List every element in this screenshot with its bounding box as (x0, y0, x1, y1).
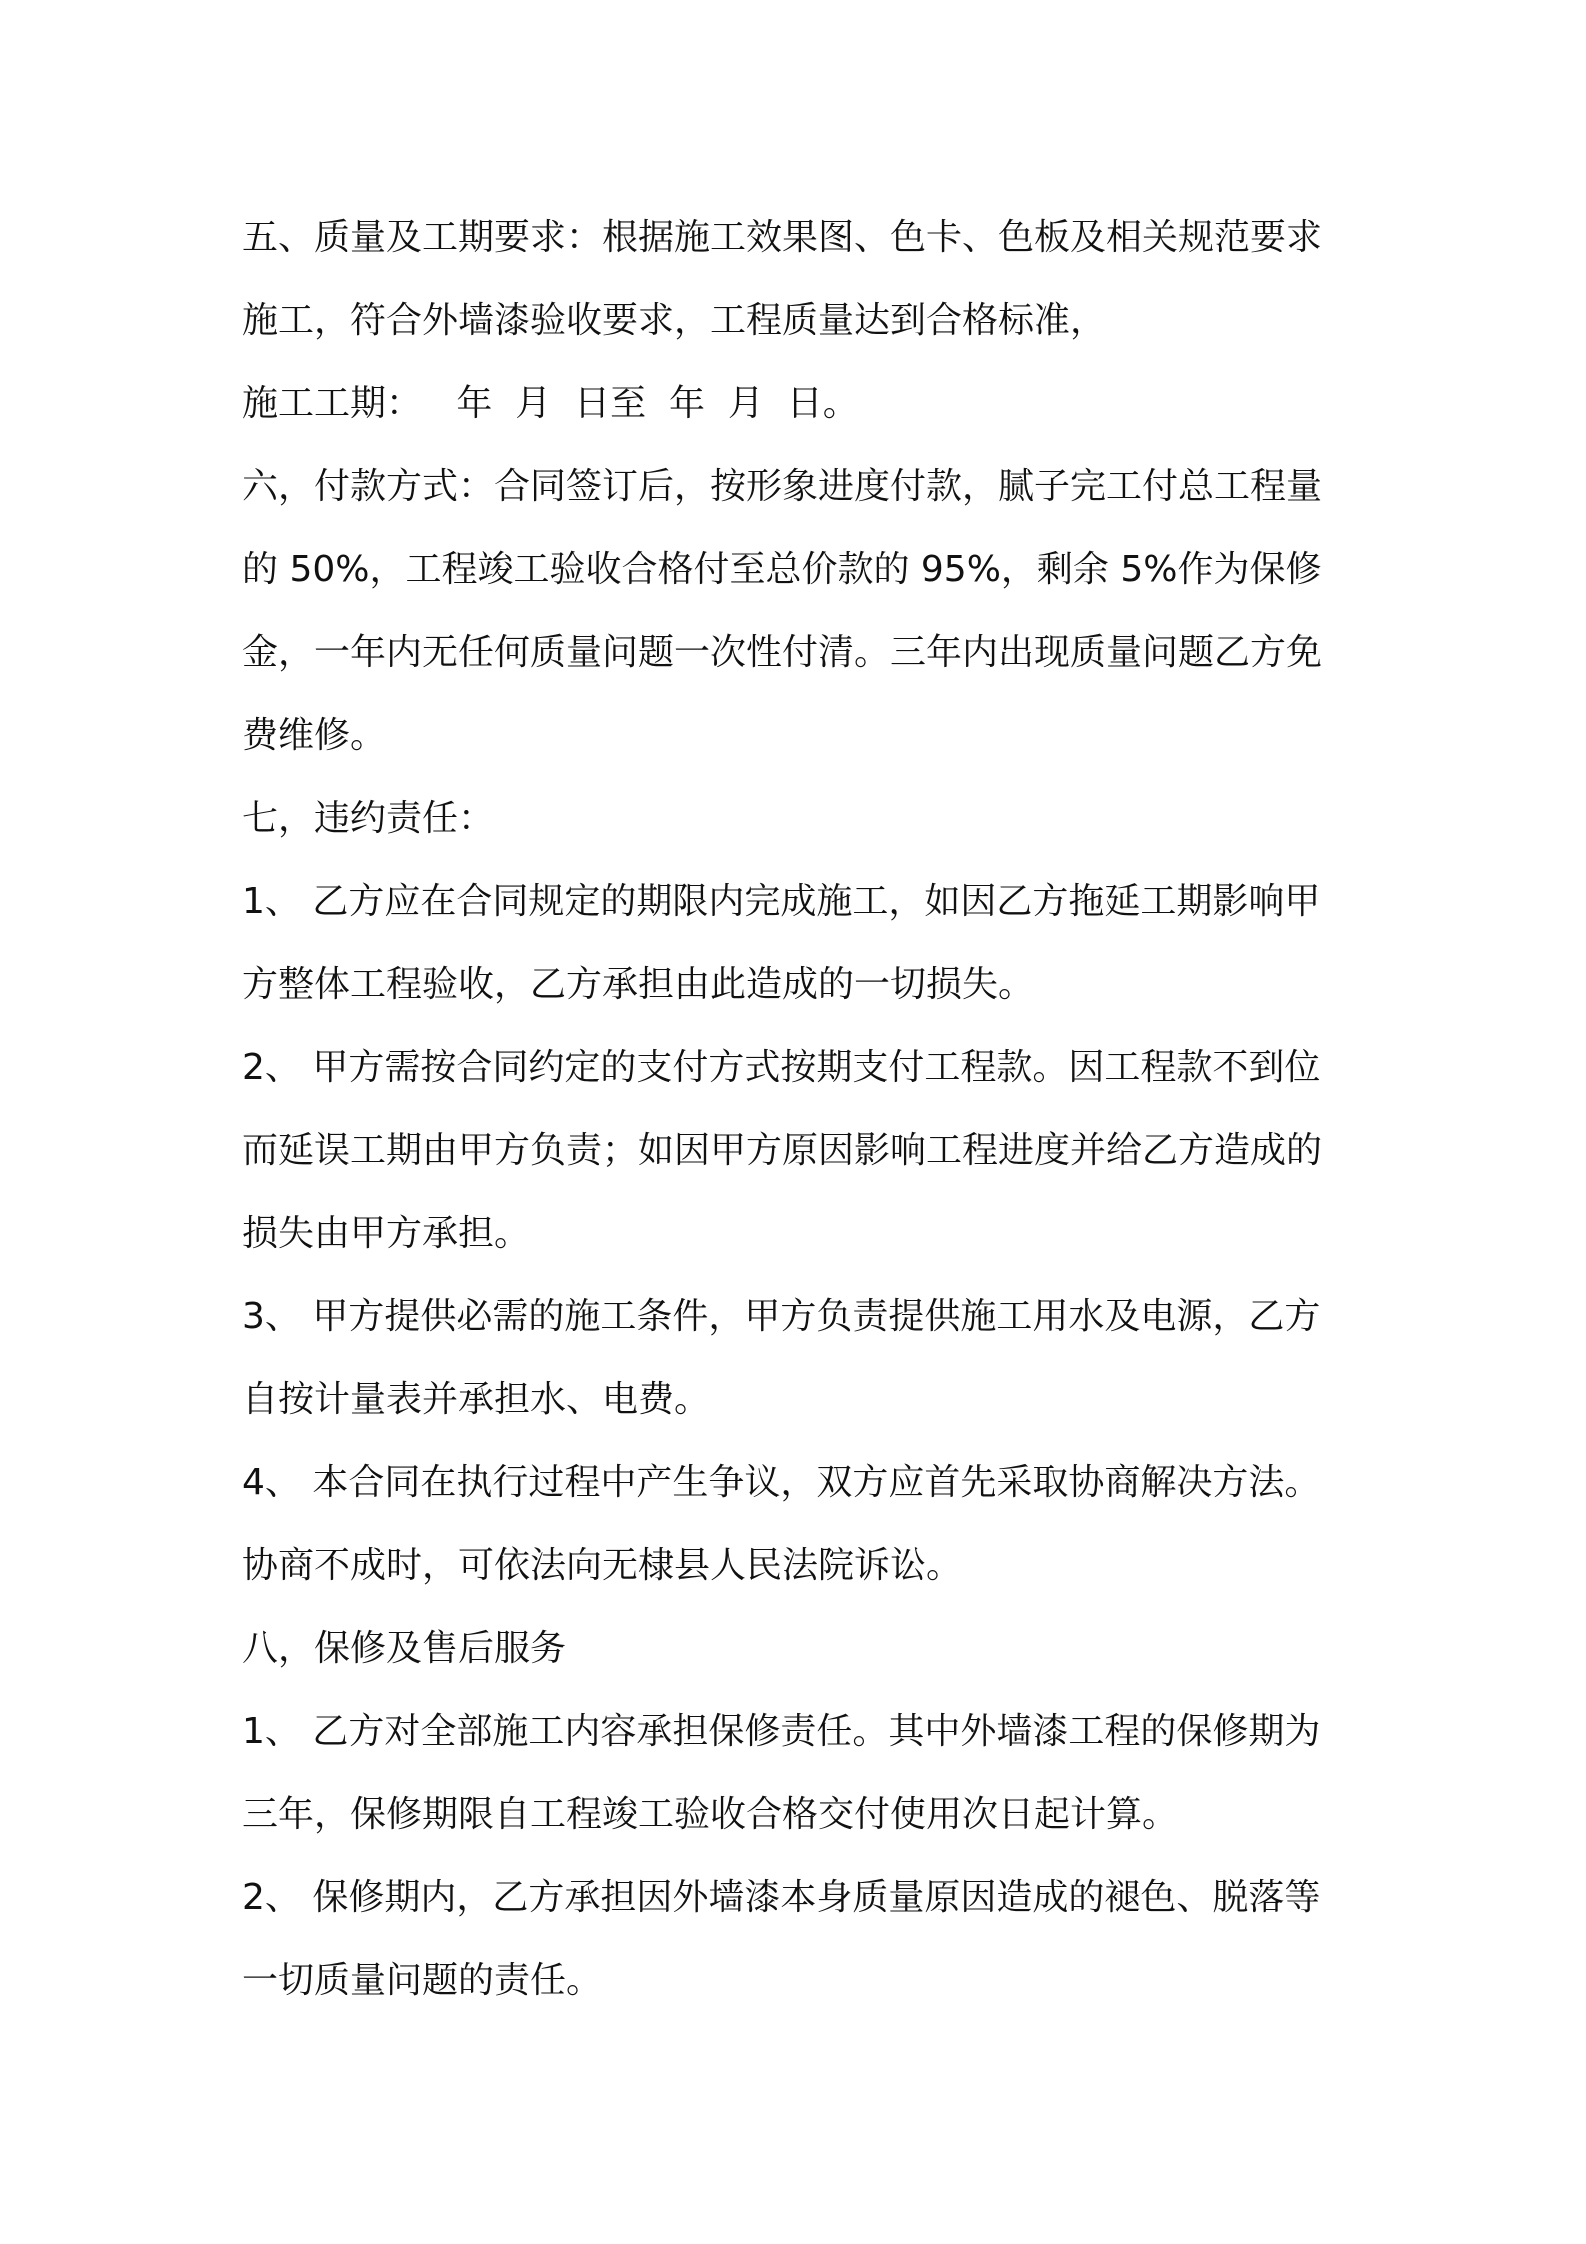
section-7-item-3-line-1: 3、 甲方提供必需的施工条件，甲方负责提供施工用水及电源，乙方 (242, 1296, 1321, 1337)
section-7-item-4-line-2: 协商不成时，可依法向无棣县人民法院诉讼。 (242, 1545, 963, 1586)
section-7-item-4-line-1: 4、 本合同在执行过程中产生争议，双方应首先采取协商解决方法。 (242, 1462, 1321, 1503)
section-6-payment-line-2: 的 50%，工程竣工验收合格付至总价款的 95%，剩余 5%作为保修 (242, 549, 1322, 590)
section-7-item-3-line-2: 自按计量表并承担水、电费。 (242, 1379, 711, 1420)
section-8-item-1-line-1: 1、 乙方对全部施工内容承担保修责任。其中外墙漆工程的保修期为 (242, 1711, 1321, 1752)
section-7-heading: 七，违约责任： (242, 798, 495, 839)
section-8-item-2-line-2: 一切质量问题的责任。 (242, 1960, 603, 2001)
section-6-payment-line-3: 金，一年内无任何质量问题一次性付清。三年内出现质量问题乙方免 (242, 632, 1323, 673)
section-7-item-1-line-2: 方整体工程验收，乙方承担由此造成的一切损失。 (242, 964, 1035, 1005)
section-5-quality-schedule-line-2: 施工，符合外墙漆验收要求，工程质量达到合格标准， (242, 300, 1107, 341)
section-6-payment-line-4: 费维修。 (242, 715, 387, 756)
section-7-item-2-line-1: 2、 甲方需按合同约定的支付方式按期支付工程款。因工程款不到位 (242, 1047, 1321, 1088)
section-7-item-2-line-3: 损失由甲方承担。 (242, 1213, 531, 1254)
section-7-item-2-line-2: 而延误工期由甲方负责；如因甲方原因影响工程进度并给乙方造成的 (242, 1130, 1323, 1171)
contract-text-block (242, 196, 1362, 2022)
construction-period-line: 施工工期： 年 月 日至 年 月 日。 (242, 383, 859, 424)
section-8-heading: 八，保修及售后服务 (242, 1628, 567, 1669)
section-5-quality-schedule-line-1: 五、质量及工期要求：根据施工效果图、色卡、色板及相关规范要求 (242, 217, 1323, 258)
section-7-item-1-line-1: 1、 乙方应在合同规定的期限内完成施工，如因乙方拖延工期影响甲 (242, 881, 1321, 922)
section-8-item-2-line-1: 2、 保修期内，乙方承担因外墙漆本身质量原因造成的褪色、脱落等 (242, 1877, 1321, 1918)
section-6-payment-line-1: 六，付款方式：合同签订后，按形象进度付款，腻子完工付总工程量 (242, 466, 1323, 507)
section-8-item-1-line-2: 三年，保修期限自工程竣工验收合格交付使用次日起计算。 (242, 1794, 1179, 1835)
